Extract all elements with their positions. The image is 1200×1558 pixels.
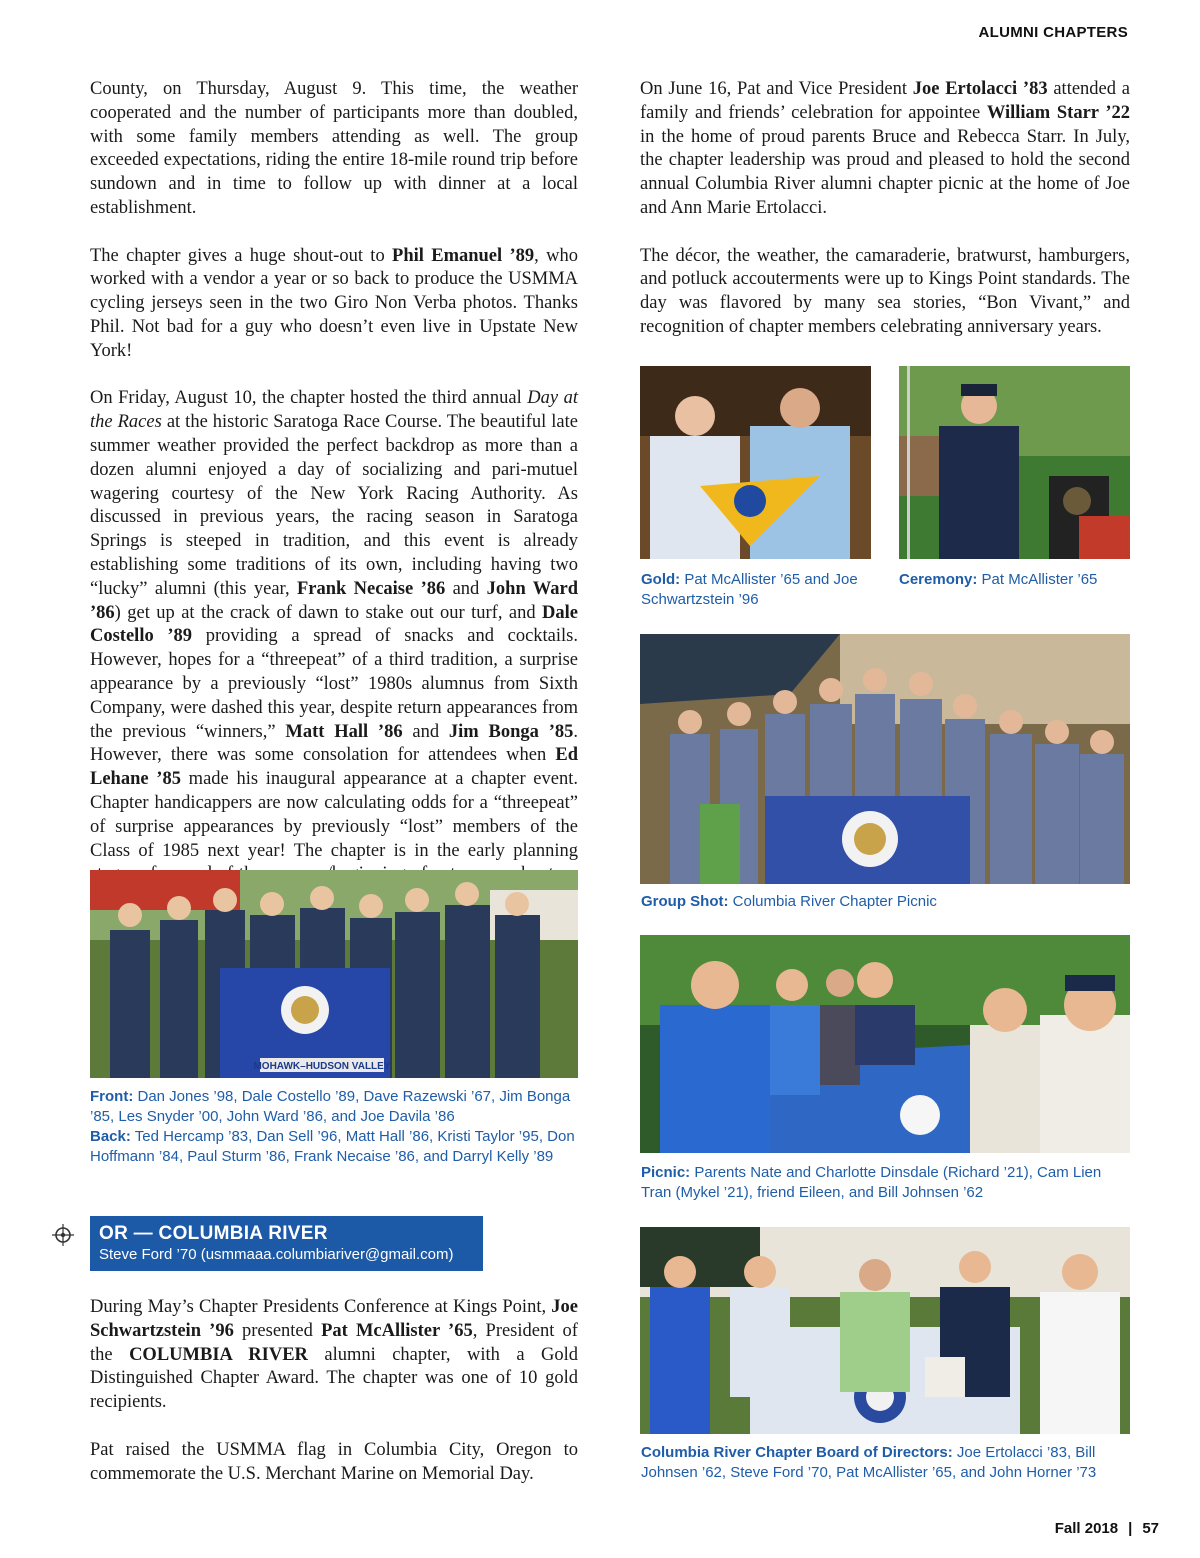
section-header: ALUMNI CHAPTERS <box>978 24 1128 41</box>
group-picnic-photo <box>640 634 1130 884</box>
paragraph: Pat raised the USMMA flag in Columbia City, Oregon to commemorate the U.S. Merchant Marine on Memorial Day. <box>90 1439 578 1484</box>
chapter-contact: Steve Ford ’70 (usmmaaa.columbiariver@gmail.com) <box>99 1246 454 1263</box>
paragraph: The décor, the weather, the camaraderie, bratwurst, hamburgers, and potluck accouterments were up to Kings Point standards. The day was flavored by many sea stories, “Bon Vivant,” and recognition of chapter members celebrating anniversary years. <box>640 245 1130 337</box>
chapter-title: OR — COLUMBIA RIVER <box>99 1223 328 1244</box>
page-number: 57 <box>1142 1520 1159 1537</box>
paragraph: During May’s Chapter Presidents Conference at Kings Point, Joe Schwartzstein ’96 presented Pat McAllister ’65, President of the COLUMBIA RIVER alumni chapter, with a Gold Distinguished Chapter Award. The chapter was one of 10 gold recipients. <box>90 1297 578 1413</box>
paragraph: On June 16, Pat and Vice President Joe Ertolacci ’83 attended a family and friends’ celebration for appointee William Starr ’22 in the home of proud parents Bruce and Rebecca Starr. In July, the chapter leadership was proud and pleased to hold the second annual Columbia River alumni chapter picnic at the home of Joe and Ann Marie Ertolacci. <box>640 79 1130 218</box>
right-column <box>640 78 1130 364</box>
issue-label: Fall 2018 <box>1054 1520 1119 1537</box>
paragraph: County, on Thursday, August 9. This time, the weather cooperated and the number of participants more than doubled, with some family members attending as well. The group exceeded expectations, riding the entire 18-mile round trip before sundown and in time to follow up with dinner at a local establishment. <box>90 79 578 218</box>
ceremony-photo-caption: Ceremony: Pat McAllister ’65 <box>899 571 1098 588</box>
group-photo-caption: Group Shot: Columbia River Chapter Picnic <box>641 893 937 910</box>
board-photo-caption: Columbia River Chapter Board of Directors: Joe Ertolacci ’83, Bill Johnsen ’62, Steve Ford ’70, Pat McAllister ’65, and John Horner ’73 <box>641 1444 1097 1481</box>
page-footer <box>1055 1520 1159 1537</box>
columbia-river-text <box>90 1296 578 1510</box>
left-column <box>90 78 578 935</box>
mohawk-photo-caption: Front: Dan Jones ’98, Dale Costello ’89, Dave Razewski ’67, Jim Bonga ’85, Les Snyder ’00, John Ward ’86, and Joe Davila ’86 Back: Ted Hercamp ’83, Dan Sell ’96, Matt Hall ’86, Kristi Taylor ’95, Don Hoffmann ’84, Paul Sturm ’86, Frank Necaise ’86, and Darryl Kelly ’89 <box>90 1088 575 1165</box>
picnic-photo-caption: Picnic: Parents Nate and Charlotte Dinsdale (Richard ’21), Cam Lien Tran (Mykel ’21), friend Eileen, and Bill Johnsen ’62 <box>641 1164 1102 1201</box>
flag-text: MOHAWK–HUDSON VALLEY <box>253 1061 391 1072</box>
footer-separator: | <box>1128 1520 1133 1537</box>
board-of-directors-photo <box>640 1227 1130 1434</box>
mohawk-hudson-group-photo <box>90 870 578 1078</box>
paragraph: The chapter gives a huge shout-out to Phil Emanuel ’89, who worked with a vendor a year or so back to produce the USMMA cycling jerseys seen in the two Giro Non Verba photos. Thanks Phil. Not bad for a guy who doesn’t even live in Upstate New York! <box>90 245 578 361</box>
gold-award-photo <box>640 366 871 559</box>
picnic-table-photo <box>640 935 1130 1153</box>
chapter-section-header <box>90 1216 483 1271</box>
compass-icon <box>51 1223 75 1247</box>
ceremony-photo <box>899 366 1130 559</box>
paragraph: On Friday, August 10, the chapter hosted the third annual Day at the Races at the historic Saratoga Race Course. The beautiful late summer weather provided the perfect backdrop as more than a dozen alumni enjoyed a day of socializing and pari-mutuel wagering courtesy of the New York Racing Authority. As discussed in previous years, the racing season in Saratoga Springs is steeped in tradition, and this event is already establishing some traditions of its own, including having two “lucky” alumni (this year, Frank Necaise ’86 and John Ward ’86) get up at the crack of dawn to stake out our turf, and Dale Costello ’89 providing a spread of snacks and cocktails. However, hopes for a “threepeat” of a third tradition, a surprise appearance by a previously “lost” 1980s alumnus from Sixth Company, were dashed this year, despite return appearances from the previous “winners,” Matt Hall ’86 and Jim Bonga ’85. However, there was some consolation for attendees when Ed Lehane ’85 made his inaugural appearance at a chapter event. Chapter handicappers are now calculating odds for a “threepeat” of surprise appearances by previously “lost” members of the Class of 1985 next year! The chapter is in the early planning <box>90 388 578 861</box>
gold-photo-caption: Gold: Pat McAllister ’65 and Joe Schwartzstein ’96 <box>641 571 858 608</box>
